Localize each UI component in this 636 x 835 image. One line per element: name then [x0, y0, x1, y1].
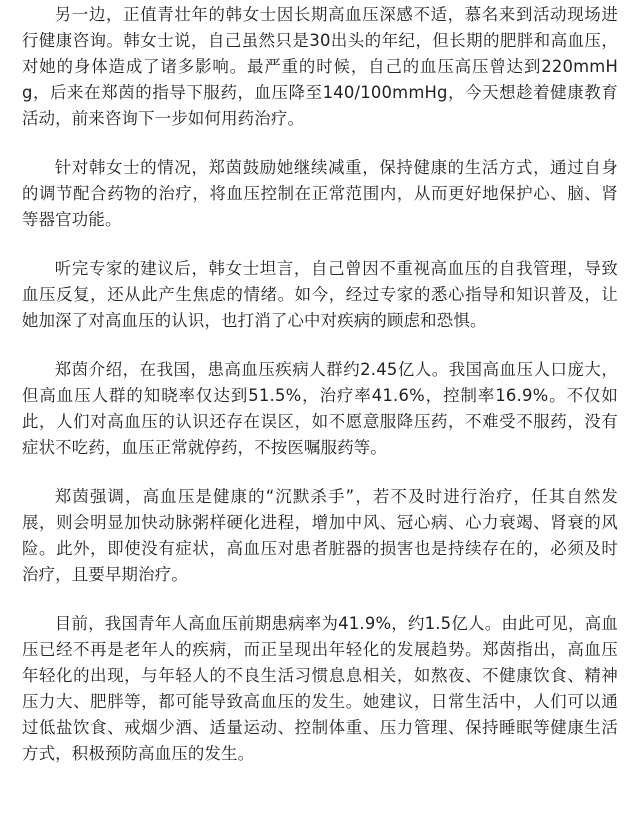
article-paragraph: 听完专家的建议后，韩女士坦言，自己曾因不重视高血压的自我管理，导致血压反复，还从此产生焦虑的情绪。如今，经过专家的悉心指导和知识普及，让她加深了对高血压的认识，也打消了心中对疾病的顾虑和恐惧。 — [22, 259, 618, 330]
article-paragraph: 针对韩女士的情况，郑茵鼓励她继续减重，保持健康的生活方式，通过自身的调节配合药物的治疗，将血压控制在正常范围内，从而更好地保护心、脑、肾等器官功能。 — [22, 158, 618, 229]
article-paragraph: 目前，我国青年人高血压前期患病率为41.9%，约1.5亿人。由此可见，高血压已经不再是老年人的疾病，而正呈现出年轻化的发展趋势。郑茵指出，高血压年轻化的出现，与年轻人的不良生活习惯息息相关，如熬夜、不健康饮食、精神压力大、肥胖等，都可能导致高血压的发生。她建议，日常生活中，人们可以通过低盐饮食、戒烟少酒、适量运动、控制体重、压力管理、保持睡眠等健康生活方式，积极预防高血压的发生。 — [22, 614, 618, 763]
article-paragraph: 郑茵强调，高血压是健康的“沉默杀手”，若不及时进行治疗，任其自然发展，则会明显加快动脉粥样硬化进程，增加中风、冠心病、心力衰竭、肾衰的风险。此外，即使没有症状，高血压对患者脏器的损害也是持续存在的，必须及时治疗，且要早期治疗。 — [22, 487, 618, 584]
article-paragraph: 郑茵介绍，在我国，患高血压疾病人群约2.45亿人。我国高血压人口庞大，但高血压人群的知晓率仅达到51.5%，治疗率41.6%，控制率16.9%。不仅如此，人们对高血压的认识还存在误区，如不愿意服降压药，不难受不服药，没有症状不吃药，血压正常就停药，不按医嘱服药等。 — [22, 360, 618, 457]
article-paragraph: 另一边，正值青壮年的韩女士因长期高血压深感不适，慕名来到活动现场进行健康咨询。韩女士说，自己虽然只是30出头的年纪，但长期的肥胖和高血压，对她的身体造成了诸多影响。最严重的时候，自己的血压高压曾达到220mmHg，后来在郑茵的指导下服药，血压降至140/100mmHg，今天想趁着健康教育活动，前来咨询下一步如何用药治疗。 — [22, 5, 618, 128]
